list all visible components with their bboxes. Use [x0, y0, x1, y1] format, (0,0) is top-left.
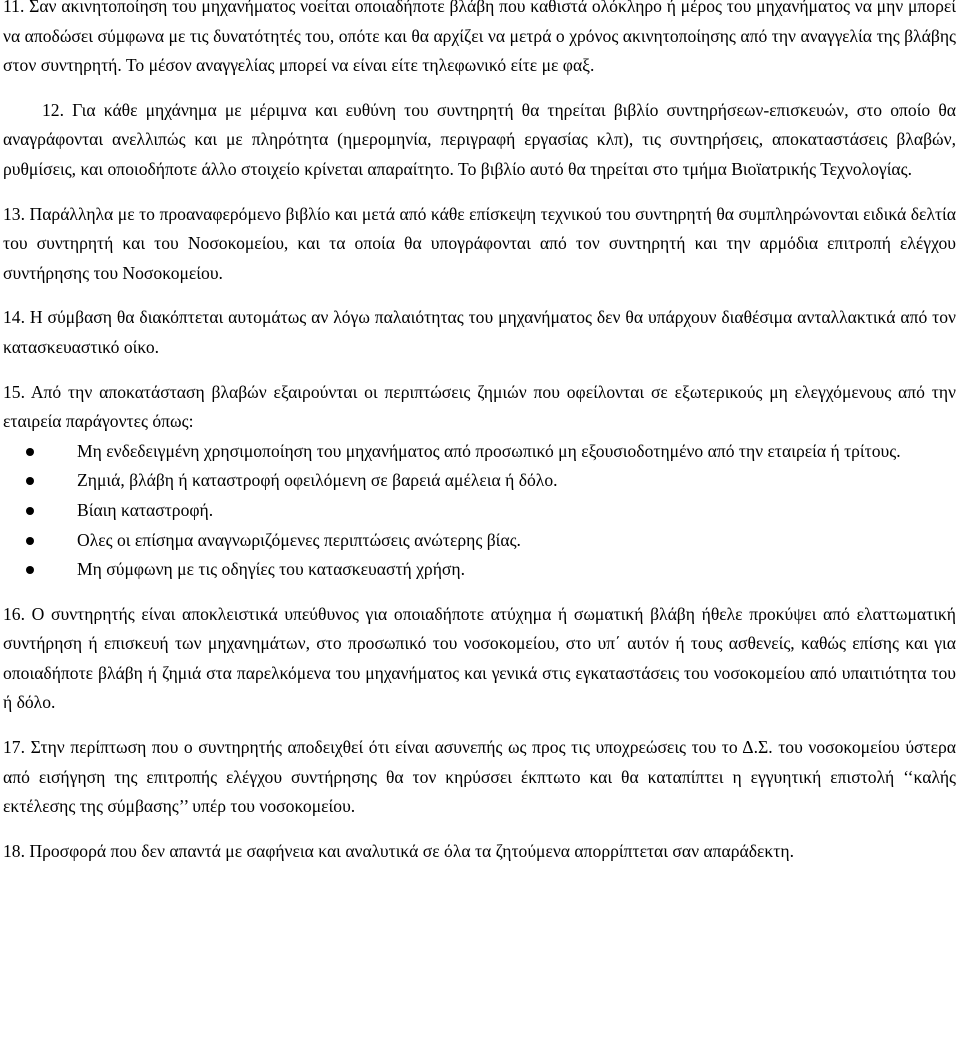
list-item: Μη ενδεδειγμένη χρησιμοποίηση του μηχανήματος από προσωπικό μη εξουσιοδοτημένο από την εταιρεία ή τρίτους.: [3, 437, 956, 467]
exclusions-list: [3, 437, 956, 585]
bullet-icon: [26, 448, 34, 456]
bullet-icon: [26, 477, 34, 485]
paragraph-11: 11. Σαν ακινητοποίηση του μηχανήματος νοείται οποιαδήποτε βλάβη που καθιστά ολόκληρο ή μέρος του μηχανήματος να μην μπορεί να αποδώσει σύμφωνα με τις δυνατότητές του, οπότε και θα αρχίζει να μετρά ο χρόνος ακινητοποίησης από την αναγγελία της βλάβης στον συντηρητή. Το μέσον αναγγελίας μπορεί να είναι είτε τηλεφωνικό είτε με φαξ.: [3, 0, 956, 76]
bullet-icon: [26, 507, 34, 515]
paragraph-17: 17. Στην περίπτωση που ο συντηρητής αποδειχθεί ότι είναι ασυνεπής ως προς τις υποχρεώσεις του το Δ.Σ. του νοσοκομείου ύστερα από εισήγηση της επιτροπής ελέγχου συντήρησης θα τον κηρύσσει έκπτωτο και θα καταπίπτει η εγγυητική επιστολή ‘‘καλής εκτέλεσης της σύμβασης’’ υπέρ του νοσοκομείου.: [3, 737, 956, 817]
bullet-icon: [26, 537, 34, 545]
bullet-icon: [26, 566, 34, 574]
paragraph-12: 12. Για κάθε μηχάνημα με μέριμνα και ευθύνη του συντηρητή θα τηρείται βιβλίο συντηρήσεων-επισκευών, στο οποίο θα αναγράφονται ανελλιπώς και με πληρότητα (ημερομηνία, περιγραφή εργασίας κλπ), τις συντηρήσεις, αποκαταστάσεις βλαβών, ρυθμίσεις, και οποιοδήποτε άλλο στοιχείο κρίνεται απαραίτητο. Το βιβλίο αυτό θα τηρείται στο τμήμα Βιοϊατρικής Τεχνολογίας.: [3, 99, 956, 179]
paragraph-16: 16. Ο συντηρητής είναι αποκλειστικά υπεύθυνος για οποιαδήποτε ατύχημα ή σωματική βλάβη ήθελε προκύψει από ελαττωματική συντήρηση ή επισκευή των μηχανημάτων, στο προσωπικό του νοσοκομείου, στο υπ΄ αυτόν ή τους ασθενείς, καθώς επίσης και για οποιαδήποτε βλάβη ή ζημιά στα παρελκόμενα του μηχανήματος και γενικά στις εγκαταστάσεις του νοσοκομείου από υπαιτιότητα του ή δόλο.: [3, 603, 956, 713]
paragraph-18: 18. Προσφορά που δεν απαντά με σαφήνεια και αναλυτικά σε όλα τα ζητούμενα απορρίπτεται σαν απαράδεκτη.: [3, 840, 794, 861]
paragraph-15: 15. Από την αποκατάσταση βλαβών εξαιρούνται οι περιπτώσεις ζημιών που οφείλονται σε εξωτερικούς μη ελεγχόμενους από την εταιρεία παράγοντες όπως:: [3, 381, 956, 432]
list-item: Ζημιά, βλάβη ή καταστροφή οφειλόμενη σε βαρειά αμέλεια ή δόλο.: [3, 466, 956, 496]
list-item: Μη σύμφωνη με τις οδηγίες του κατασκευαστή χρήση.: [3, 555, 956, 585]
list-item: Ολες οι επίσημα αναγνωριζόμενες περιπτώσεις ανώτερης βίας.: [3, 526, 956, 556]
document-page: [3, 0, 956, 866]
paragraph-14: 14. Η σύμβαση θα διακόπτεται αυτομάτως αν λόγω παλαιότητας του μηχανήματος δεν θα υπάρχουν διαθέσιμα ανταλλακτικά από τον κατασκευαστικό οίκο.: [3, 307, 956, 357]
paragraph-13: 13. Παράλληλα με το προαναφερόμενο βιβλίο και μετά από κάθε επίσκεψη τεχνικού του συντηρητή θα συμπληρώνονται ειδικά δελτία του συντηρητή και του Νοσοκομείου, και τα οποία θα υπογράφονται από τον συντηρητή και την αρμόδια επιτροπή ελέγχου συντήρησης του Νοσοκομείου.: [3, 203, 956, 283]
list-item: Βίαιη καταστροφή.: [3, 496, 956, 526]
